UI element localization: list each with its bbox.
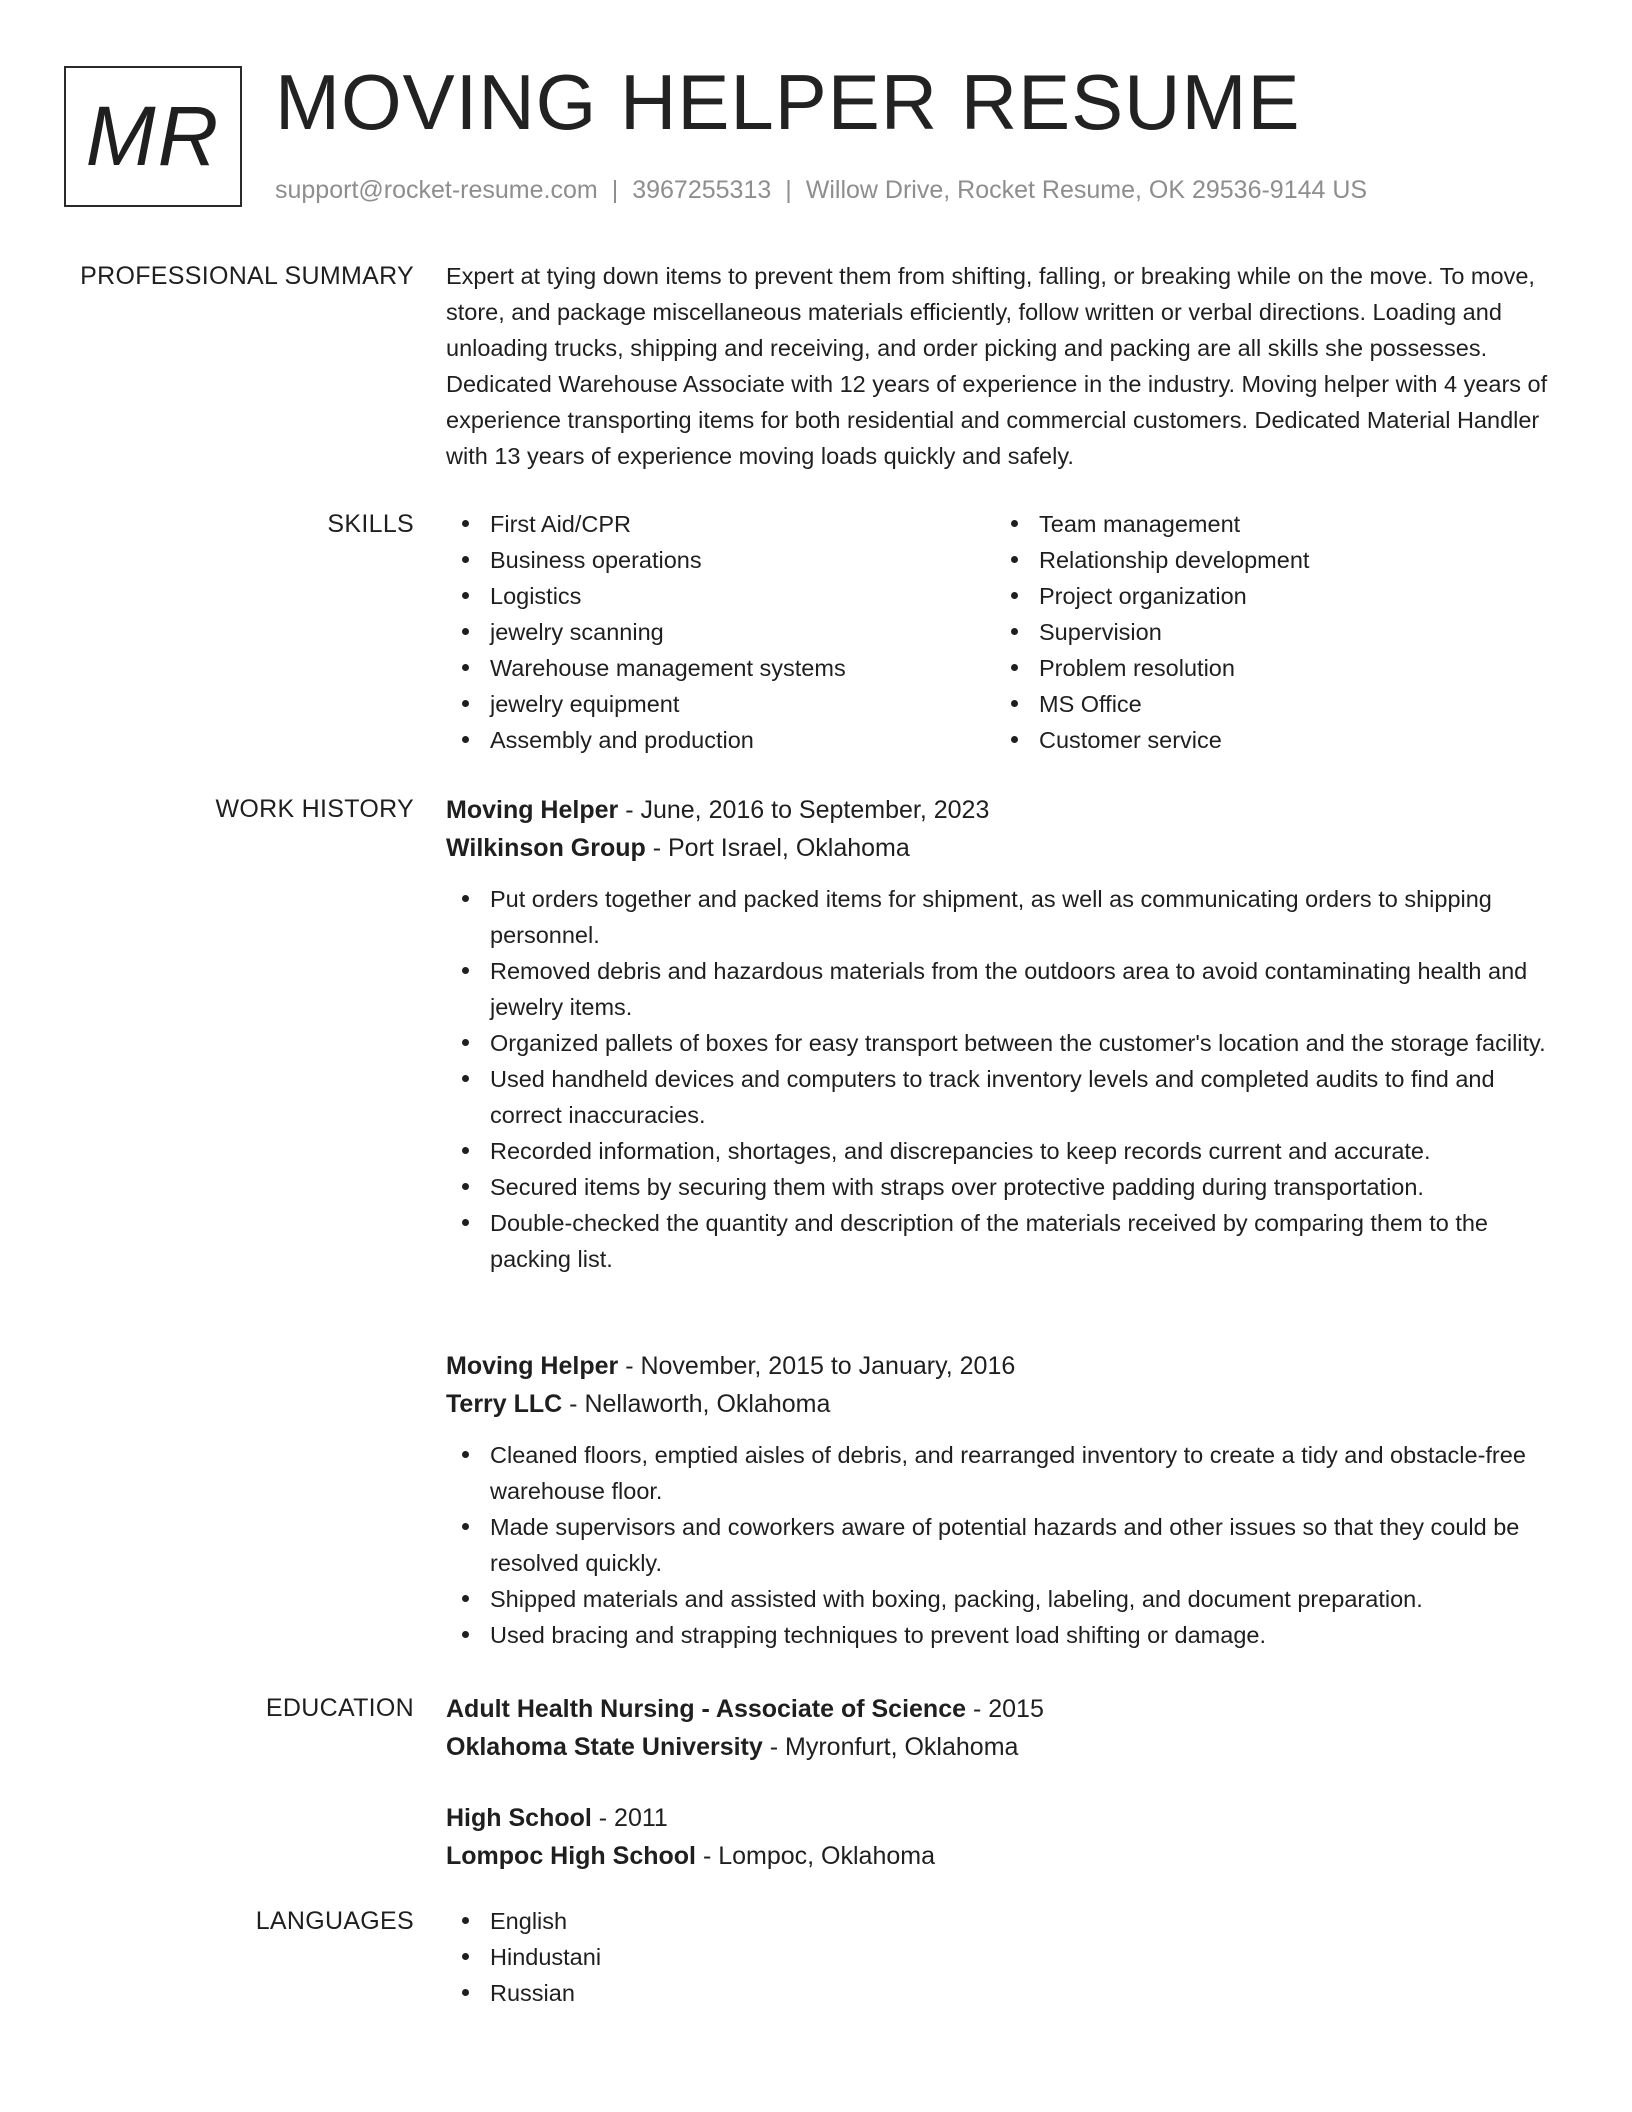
education-location: - Myronfurt, Oklahoma	[762, 1733, 1019, 1761]
skills-list-right	[995, 506, 1544, 758]
list-item: Recorded information, shortages, and discrepancies to keep records current and accurate.	[446, 1133, 1566, 1169]
skill-item: Logistics	[446, 578, 995, 614]
skill-item: Warehouse management systems	[446, 650, 995, 686]
skill-item: Relationship development	[995, 542, 1544, 578]
list-item: Used handheld devices and computers to track inventory levels and completed audits to find and correct inaccuracies.	[446, 1061, 1566, 1133]
list-item: Made supervisors and coworkers aware of potential hazards and other issues so that they could be resolved quickly.	[446, 1509, 1566, 1581]
education-year: - 2015	[966, 1695, 1044, 1723]
job-entry	[446, 1347, 1566, 1653]
job-dates: - June, 2016 to September, 2023	[618, 796, 990, 824]
job-dates: - November, 2015 to January, 2016	[618, 1352, 1016, 1380]
page-title: MOVING HELPER RESUME	[275, 58, 1301, 146]
list-item: Cleaned floors, emptied aisles of debris, and rearranged inventory to create a tidy and obstacle-free warehouse floor.	[446, 1437, 1566, 1509]
language-item: Hindustani	[446, 1939, 1566, 1975]
job-role: Moving Helper	[446, 1352, 619, 1380]
phone: 3967255313	[632, 176, 772, 204]
job-entry	[446, 791, 1566, 1277]
list-item: Shipped materials and assisted with boxing, packing, labeling, and document preparation.	[446, 1581, 1566, 1617]
monogram: MR	[64, 66, 242, 207]
contact-line	[275, 174, 1367, 207]
section-title: WORK HISTORY	[215, 795, 414, 823]
list-item: Used bracing and strapping techniques to prevent load shifting or damage.	[446, 1617, 1566, 1653]
separator: |	[785, 176, 792, 204]
skill-item: First Aid/CPR	[446, 506, 995, 542]
job-title-line	[446, 1347, 1566, 1385]
education-school-line	[446, 1837, 1566, 1875]
job-company: Wilkinson Group	[446, 834, 646, 862]
language-item: Russian	[446, 1975, 1566, 2011]
education-school: Lompoc High School	[446, 1842, 696, 1870]
languages-body	[446, 1903, 1566, 2011]
job-title-line	[446, 791, 1566, 829]
skill-item: Supervision	[995, 614, 1544, 650]
skill-item: Business operations	[446, 542, 995, 578]
education-school-line	[446, 1728, 1566, 1766]
summary-text: Expert at tying down items to prevent them from shifting, falling, or breaking while on the move. To move, store, and package miscellaneous materials efficiently, follow written or verbal directions. Loading and unloading trucks, shipping and receiving, and order picking and packing are all skills she possesses. Dedicated Warehouse Associate with 12 years of experience in the industry. Moving helper with 4 years of experience transporting items for both residential and commercial customers. Dedicated Material Handler with 13 years of experience moving loads quickly and safely.	[446, 263, 1548, 469]
job-bullets	[446, 881, 1566, 1277]
education-entry	[446, 1690, 1566, 1766]
section-title: SKILLS	[327, 510, 414, 538]
section-title: EDUCATION	[265, 1694, 414, 1722]
education-entry	[446, 1799, 1566, 1875]
list-item: Put orders together and packed items for shipment, as well as communicating orders to shipping personnel.	[446, 881, 1566, 953]
list-item: Organized pallets of boxes for easy transport between the customer's location and the storage facility.	[446, 1025, 1566, 1061]
education-degree: High School	[446, 1804, 592, 1832]
list-item: Double-checked the quantity and description of the materials received by comparing them to the packing list.	[446, 1205, 1566, 1277]
education-degree: Adult Health Nursing - Associate of Science	[446, 1695, 967, 1723]
skill-item: Project organization	[995, 578, 1544, 614]
skill-item: MS Office	[995, 686, 1544, 722]
education-location: - Lompoc, Oklahoma	[696, 1842, 935, 1870]
languages-list	[446, 1903, 1566, 2011]
separator: |	[611, 176, 619, 204]
education-school: Oklahoma State University	[446, 1733, 763, 1761]
job-bullets	[446, 1437, 1566, 1653]
job-company-line	[446, 1385, 1566, 1423]
skills-list-left	[446, 506, 995, 758]
section-title: PROFESSIONAL SUMMARY	[80, 262, 414, 290]
skill-item: jewelry scanning	[446, 614, 995, 650]
email: support@rocket-resume.com	[275, 176, 598, 204]
job-role: Moving Helper	[446, 796, 619, 824]
job-company: Terry LLC	[446, 1390, 563, 1418]
skill-item: Assembly and production	[446, 722, 995, 758]
education-year: - 2011	[591, 1804, 668, 1832]
skill-item: Customer service	[995, 722, 1544, 758]
job-location: - Nellaworth, Oklahoma	[562, 1390, 831, 1418]
job-location: - Port Israel, Oklahoma	[645, 834, 910, 862]
list-item: Secured items by securing them with straps over protective padding during transportation.	[446, 1169, 1566, 1205]
skill-item: Problem resolution	[995, 650, 1544, 686]
education-degree-line	[446, 1799, 1566, 1837]
skill-item: Team management	[995, 506, 1544, 542]
section-title: LANGUAGES	[255, 1907, 414, 1935]
list-item: Removed debris and hazardous materials from the outdoors area to avoid contaminating health and jewelry items.	[446, 953, 1566, 1025]
summary-body	[446, 258, 1566, 474]
skills-body	[446, 506, 1566, 758]
job-company-line	[446, 829, 1566, 867]
language-item: English	[446, 1903, 1566, 1939]
address: Willow Drive, Rocket Resume, OK 29536-9144 US	[805, 176, 1368, 204]
education-degree-line	[446, 1690, 1566, 1728]
skill-item: jewelry equipment	[446, 686, 995, 722]
